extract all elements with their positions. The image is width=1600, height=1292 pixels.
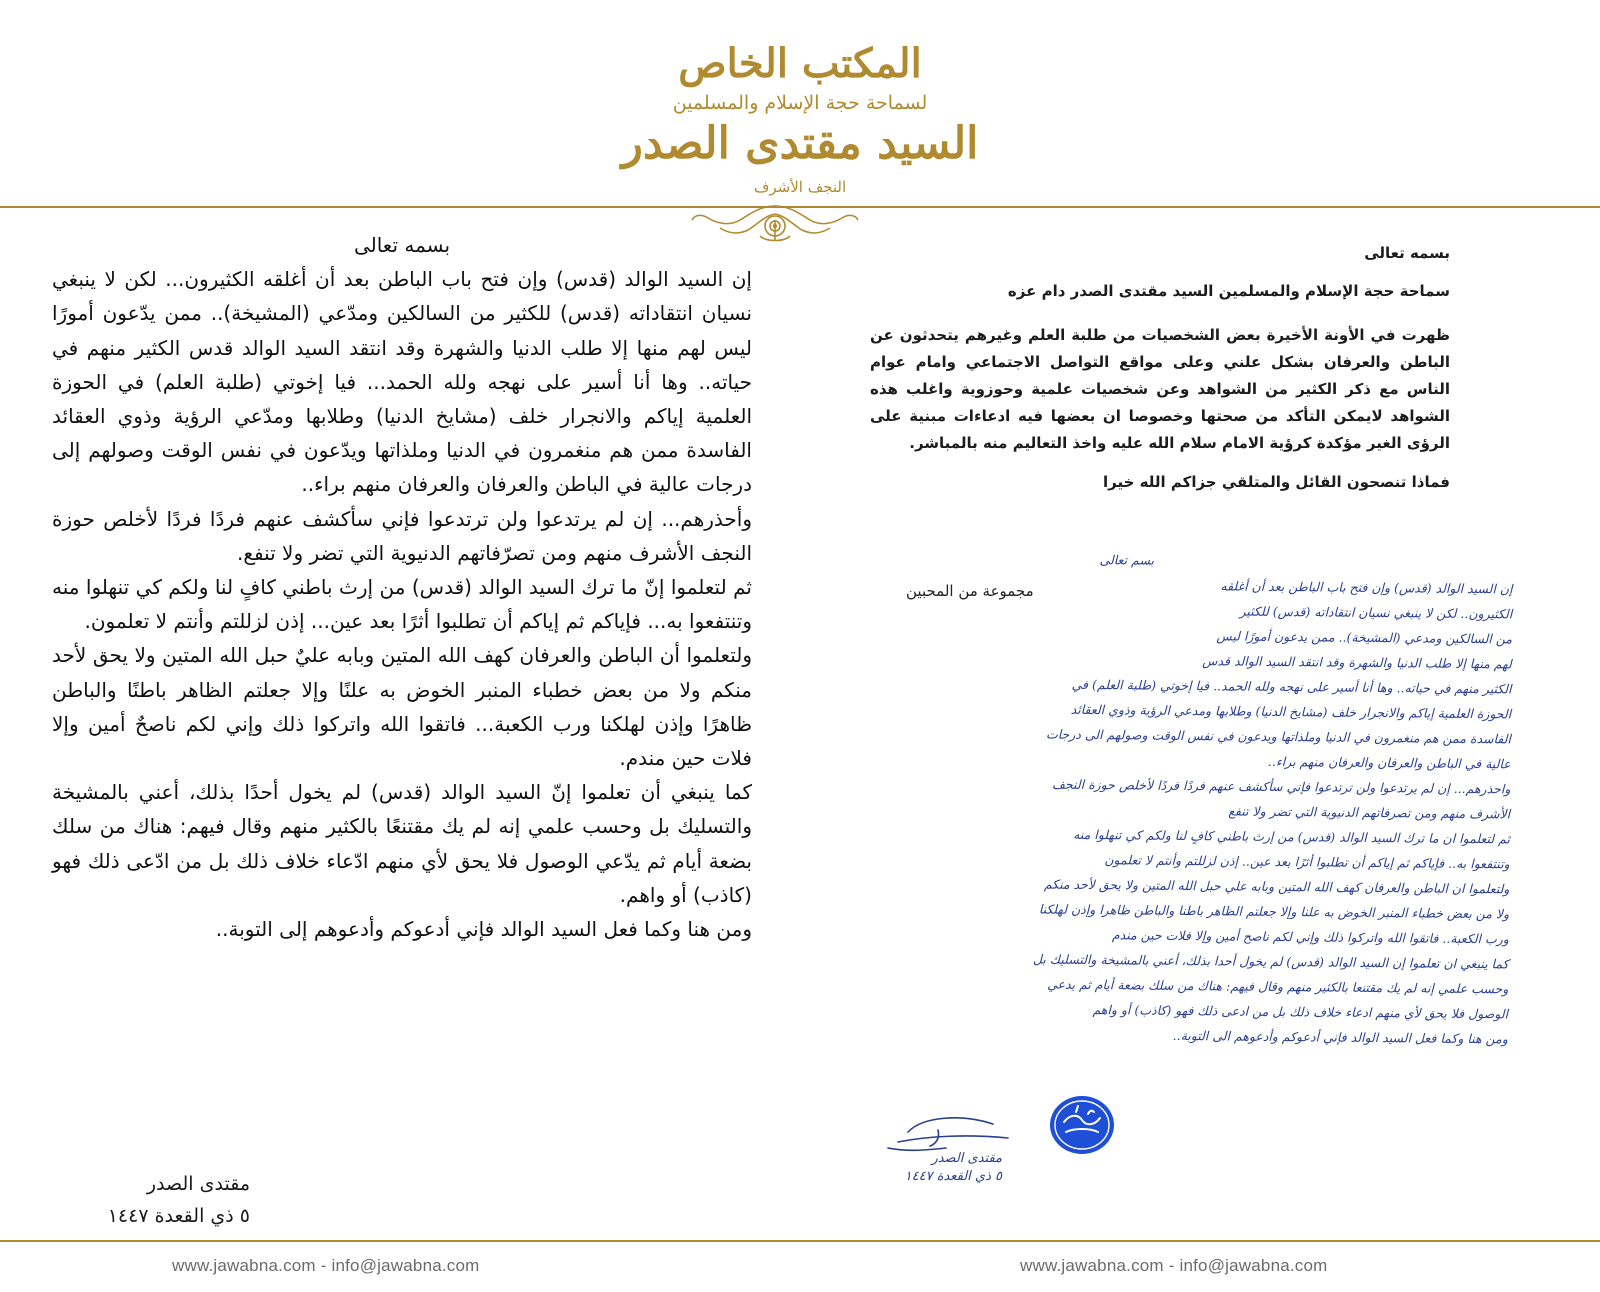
question-closing: فماذا تنصحون القائل والمتلقي جزاكم الله خيرا bbox=[1103, 473, 1450, 491]
question-body: ظهرت في الأونة الأخيرة بعض الشخصيات من طلبة العلم وغيرهم يتحدثون عن الباطن والعرفان بشكل علني وعلى مواقع التواصل الاجتماعي وامام عوام الناس مع ذكر الكثير من الشواهد وعن شخصيات علمية وحوزوية واغلب هذه الشواهد لايمكن التأكد من صحتها وخصوصا ان بعضها فيه ادعاءات مبنية على الرؤى الغير مؤكدة كرؤية الامام سلام الله عليه واخذ التعاليم منه بالمباشر. bbox=[870, 326, 1450, 452]
handwritten-reply bbox=[855, 545, 1513, 1112]
handwritten-line: كما ينبغي ان تعلموا إن السيد الوالد (قدس) لم يخول أحدا بذلك، أعني بالمشيخة والتسليك بل bbox=[1032, 951, 1509, 972]
statement-paragraph: كما ينبغي أن تعلموا إنّ السيد الوالد (قدس) لم يخول أحدًا بذلك، أعني بالمشيخة والتسليك بل وحسب علمي إنه لم يك مقتنعًا بالكثير منهم وقال فيهم: هناك من سلك بضعة أيام ثم يدّعي الوصول فلا يحق لأي منهم ادّعاء خلاف ذلك بل من ادّعى ذلك فهو (كاذب) أو واهم. bbox=[52, 780, 752, 907]
footer-contact-right: www.jawabna.com - info@jawabna.com bbox=[1020, 1256, 1328, 1275]
handwritten-line: الحوزة العلمية إياكم والانجرار خلف (مشايخ الدنيا) وطلابها ومدعي الرؤية وذوي العقائد bbox=[1070, 701, 1512, 722]
statement-paragraph: وأحذرهم... إن لم يرتدعوا ولن ترتدعوا فإني سأكشف عنهم فردًا فردًا لأخلص حوزة النجف الأشرف منهم ومن تصرّفاتهم الدنيوية التي تضر ولا تنفع. bbox=[52, 506, 752, 565]
handwritten-signature-block bbox=[872, 1150, 1002, 1186]
handwritten-line: ورب الكعبة.. فاتقوا الله واتركوا ذلك وإني لكم ناصح أمين وإلا فلات حين مندم bbox=[1111, 927, 1509, 947]
handwritten-line: واحذرهم... إن لم يرتدعوا ولن ترتدعوا فإني سأكشف عنهم فردًا فردًا لأخلص حوزة النجف bbox=[1052, 776, 1511, 797]
question-address: سماحة حجة الإسلام والمسلمين السيد مقتدى الصدر دام عزه bbox=[1007, 282, 1450, 300]
statement-date: ٥ ذي القعدة ١٤٤٧ bbox=[107, 1205, 250, 1227]
handwritten-line: عالية في الباطن والعرفان والعرفان منهم براء.. bbox=[1267, 753, 1511, 772]
handwritten-date: ٥ ذي القعدة ١٤٤٧ bbox=[904, 1169, 1002, 1184]
letterhead-city: النجف الأشرف bbox=[753, 178, 847, 196]
handwritten-line: الكثير منهم في حياته.. وها أنا أسير على نهجه ولله الحمد.. فيا إخوتي (طلبة العلم) في bbox=[1071, 676, 1512, 697]
handwritten-line: لهم منها إلا طلب الدنيا والشهرة وقد انتقد السيد الوالد قدس bbox=[1202, 653, 1512, 672]
handwritten-line: الوصول فلا يحق لأي منهم ادعاء خلاف ذلك بل من ادعى ذلك فهو (كاذب) أو واهم bbox=[1092, 1002, 1509, 1022]
handwritten-line: إن السيد الوالد (قدس) وإن فتح باب الباطن بعد أن أغلقه bbox=[1220, 578, 1513, 597]
statement-paragraph: ولتعلموا أن الباطن والعرفان كهف الله المتين وبابه عليٌ حبل الله المتين ولا يحق لأحد منكم ولا من بعض خطباء المنبر الخوض به علنًا وإلا جعلتم الظاهر باطنًا والباطن ظاهرًا وإذن لهلكنا ورب الكعبة... فاتقوا الله واتركوا ذلك وإني لكم ناصحٌ أمين وإلا فلات حين مندم. bbox=[52, 643, 752, 771]
letterhead-name: السيد مقتدى الصدر bbox=[621, 118, 979, 169]
handwritten-signature: مقتدى الصدر bbox=[931, 1151, 1002, 1166]
footer-divider bbox=[0, 1240, 1600, 1242]
statement-paragraph: ثم لتعلموا إنّ ما ترك السيد الوالد (قدس) من إرث باطني كافٍ لنا ولكم كي تنهلوا منه وتنتفعوا به... فإياكم ثم إياكم أن تطلبوا أثرًا بعد عين... إذن لزللتم وأنتم لا تعلمون. bbox=[52, 575, 752, 634]
handwritten-line: ولتعلموا ان الباطن والعرفان كهف الله المتين وبابه علي حبل الله المتين ولا يحق لأحد منكم bbox=[1043, 876, 1510, 897]
seal-stamp-icon bbox=[1046, 1092, 1118, 1158]
handwritten-basmala: بسم تعالى bbox=[1099, 552, 1155, 568]
footer-contact-left: www.jawabna.com - info@jawabna.com bbox=[172, 1256, 480, 1275]
statement-signature-block bbox=[90, 1168, 250, 1232]
handwritten-line: وتنتفعوا به.. فإياكم ثم إياكم أن تطلبوا أثرًا بعد عين.. إذن لزللتم وأنتم لا تعلمون bbox=[1104, 852, 1510, 872]
handwritten-line: الأشرف منهم ومن تصرفاتهم الدنيوية التي تضر ولا تنفع bbox=[1228, 803, 1511, 822]
statement-basmala: بسمه تعالى bbox=[353, 233, 451, 257]
handwritten-line: الكثيرون.. لكن لا ينبغي نسيان انتقاداته (قدس) للكثير bbox=[1239, 603, 1513, 622]
handwritten-line: الفاسدة ممن هم منغمرون في الدنيا وملذاتها ويدعون في نفس الوقت وصولهم الى درجات bbox=[1045, 726, 1512, 747]
letterhead-office-title: المكتب الخاص bbox=[678, 40, 922, 87]
handwritten-line: ثم لتعلموا ان ما ترك السيد الوالد (قدس) من إرث باطني كافٍ لنا ولكم كي تنهلوا منه bbox=[1073, 826, 1510, 847]
statement-paragraph: ومن هنا وكما فعل السيد الوالد فإني أدعوكم وأدعوهم إلى التوبة.. bbox=[215, 917, 752, 942]
statement-text bbox=[52, 228, 752, 946]
question-letter bbox=[870, 244, 1450, 496]
letterhead-honorific: لسماحة حجة الإسلام والمسلمين bbox=[672, 92, 928, 114]
statement-paragraph: إن السيد الوالد (قدس) وإن فتح باب الباطن بعد أن أغلقه الكثيرون... لكن لا ينبغي نسيان انتقاداته (قدس) للكثير من السالكين ومدّعي (المشيخة).. ممن يدّعون أمورًا ليس لهم منها إلا طلب الدنيا والشهرة وقد انتقد السيد الوالد قدس الكثير منهم في حياته.. وها أنا أسير على نهجه ولله الحمد... فيا إخوتي (طلبة العلم) في الحوزة العلمية إياكم والانجرار خلف (مشايخ الدنيا) وطلابها ومدّعي الرؤية وذوي العقائد الفاسدة ممن هم منغمرون في الدنيا وملذاتها ويدّعون في نفس الوقت وصولهم إلى درجات عالية في الباطن والعرفان والعرفان منهم براء.. bbox=[52, 267, 752, 497]
handwritten-line: وحسب علمي إنه لم يك مقتنعا بالكثير منهم وقال فيهم: هناك من سلك بضعة أيام ثم يدعي bbox=[1047, 976, 1509, 997]
question-sender: مجموعة من المحبين bbox=[906, 582, 1034, 600]
statement-signature: مقتدى الصدر bbox=[146, 1173, 250, 1195]
question-basmala: بسمه تعالى bbox=[1364, 244, 1450, 262]
handwritten-line: ومن هنا وكما فعل السيد الوالد فإني أدعوكم وأدعوهم الى التوبة.. bbox=[1172, 1027, 1508, 1047]
handwritten-line: من السالكين ومدعي (المشيخة).. ممن يدعون أمورًا ليس bbox=[1216, 628, 1513, 647]
handwritten-line: ولا من بعض خطباء المنبر الخوض به علنا وإلا جعلتم الظاهر باطنا والباطن ظاهرا وإذن لهلكنا bbox=[1038, 901, 1510, 922]
